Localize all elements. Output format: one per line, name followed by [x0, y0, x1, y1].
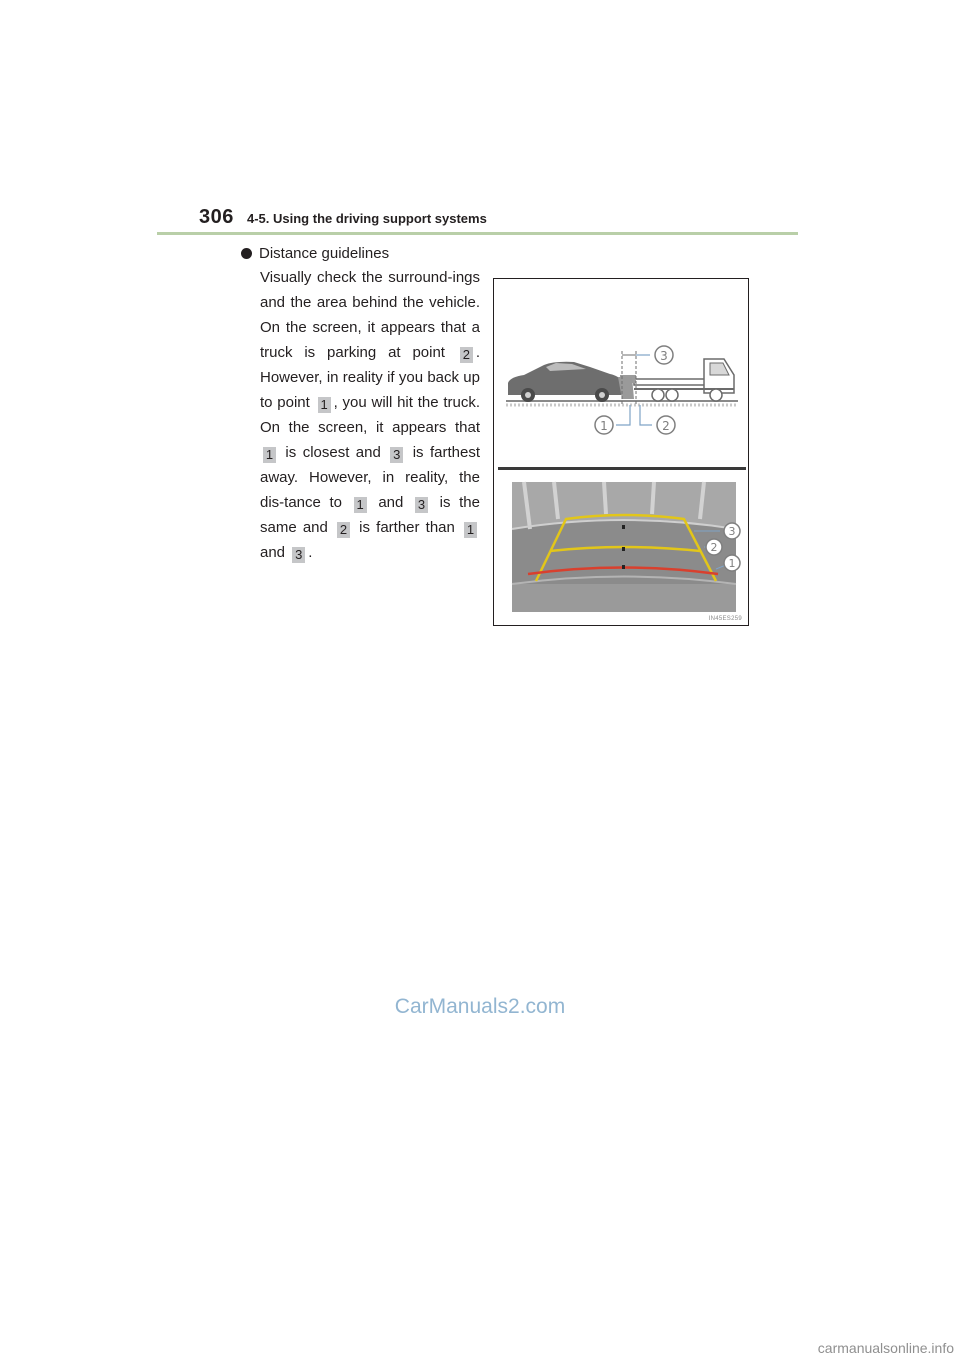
callout-2-top: [657, 416, 675, 434]
reference-number: 3: [292, 547, 305, 563]
paragraph-text: and: [369, 494, 412, 511]
callout-3-bottom: [724, 523, 740, 539]
paragraph-text: . However, in reality if you back up to point: [260, 344, 480, 411]
bullet-dot-icon: [241, 248, 252, 259]
reference-number: 3: [415, 497, 428, 513]
bullet-heading: [241, 245, 389, 262]
paragraph-text: and: [260, 544, 290, 561]
callout-label: 3: [728, 525, 736, 538]
callout-label: 2: [710, 541, 718, 554]
callout-label: 2: [662, 419, 670, 433]
callout-2-bottom: [706, 539, 722, 555]
distance-guidelines-figure: [493, 278, 749, 626]
section-title: 4-5. Using the driving support systems: [247, 211, 487, 226]
paragraph-text: , you will hit the truck. On the screen, it appears that: [260, 394, 481, 436]
reference-number: 1: [263, 447, 276, 463]
paragraph-text: is closest and: [279, 444, 388, 461]
paragraph-text: is the same and: [260, 494, 480, 536]
figure-illustration: [494, 279, 750, 627]
callout-1-bottom: [724, 555, 740, 571]
header-rule: [157, 232, 798, 235]
paragraph-text: .: [308, 544, 313, 561]
bullet-title: Distance guidelines: [259, 245, 390, 262]
callout-label: 1: [728, 557, 736, 570]
callout-label: 3: [660, 349, 668, 363]
reference-number: 3: [390, 447, 403, 463]
reference-number: 1: [464, 522, 477, 538]
camera-view: [512, 482, 736, 612]
paragraph-text: is farther than: [353, 519, 461, 536]
callout-3-top: [655, 346, 673, 364]
page-number: 306: [199, 206, 234, 228]
reference-number: 1: [318, 397, 331, 413]
callout-1-top: [595, 416, 613, 434]
watermark-bottom: carmanualsonline.info: [817, 1340, 954, 1356]
callout-label: 1: [600, 419, 608, 433]
paragraph-text: is farthest away. However, in reality, the dis-tance to: [260, 444, 480, 511]
paragraph-text: Visually check the surround-ings and the area behind the vehicle. On the screen, it appears that a truck is parking at point: [260, 269, 480, 361]
watermark-center: CarManuals2.com: [394, 995, 566, 1018]
reference-number: 1: [354, 497, 367, 513]
figure-code: IN45ES259: [708, 616, 742, 622]
body-paragraph: [260, 265, 480, 565]
reference-number: 2: [337, 522, 350, 538]
reference-number: 2: [460, 347, 473, 363]
